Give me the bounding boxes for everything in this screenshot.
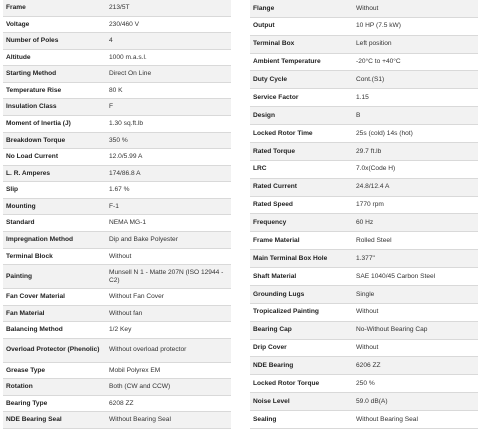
spec-label: NDE Bearing Seal — [3, 412, 106, 429]
spec-label: Rated Torque — [250, 142, 353, 160]
spec-label: Noise Level — [250, 393, 353, 411]
spec-label: Tropicalized Painting — [250, 303, 353, 321]
spec-label: Ambient Temperature — [250, 53, 353, 71]
spec-label: Main Terminal Box Hole — [250, 250, 353, 268]
spec-value: 7.0x(Code H) — [353, 160, 478, 178]
spec-value: 4 — [106, 33, 231, 50]
spec-value: 230/460 V — [106, 16, 231, 33]
spec-label: Impregnation Method — [3, 232, 106, 249]
spec-row — [3, 149, 231, 166]
spec-value: Cont.(S1) — [353, 71, 478, 89]
spec-value: 60 Hz — [353, 214, 478, 232]
spec-label: Service Factor — [250, 89, 353, 107]
spec-row — [250, 17, 478, 35]
spec-value: Dip and Bake Polyester — [106, 232, 231, 249]
spec-value: 1.377" — [353, 250, 478, 268]
spec-label: Rated Current — [250, 178, 353, 196]
spec-row — [3, 362, 231, 379]
spec-row — [3, 265, 231, 289]
spec-label: L. R. Amperes — [3, 165, 106, 182]
spec-row — [3, 49, 231, 66]
spec-label: Shaft Material — [250, 268, 353, 286]
spec-row — [250, 178, 478, 196]
spec-value: 1770 rpm — [353, 196, 478, 214]
spec-value: 25s (cold) 14s (hot) — [353, 125, 478, 143]
spec-value: Both (CW and CCW) — [106, 379, 231, 396]
spec-row — [250, 321, 478, 339]
spec-value: Without — [106, 248, 231, 265]
spec-value: Without fan — [106, 305, 231, 322]
spec-row — [250, 214, 478, 232]
spec-label: Output — [250, 17, 353, 35]
spec-row — [3, 198, 231, 215]
spec-label: Frame Material — [250, 232, 353, 250]
spec-row — [250, 53, 478, 71]
spec-value: 250 % — [353, 375, 478, 393]
spec-row — [250, 339, 478, 357]
spec-label: Moment of Inertia (J) — [3, 116, 106, 133]
spec-label: Locked Rotor Torque — [250, 375, 353, 393]
spec-row — [3, 232, 231, 249]
spec-value: Without — [353, 339, 478, 357]
spec-value: 12.0/5.99 A — [106, 149, 231, 166]
spec-value: Mobil Polyrex EM — [106, 362, 231, 379]
spec-value: 1.67 % — [106, 182, 231, 199]
spec-label: Grease Type — [3, 362, 106, 379]
spec-row — [3, 116, 231, 133]
spec-value: 24.8/12.4 A — [353, 178, 478, 196]
spec-row — [250, 160, 478, 178]
spec-value: 1.15 — [353, 89, 478, 107]
spec-value: Single — [353, 285, 478, 303]
spec-row — [3, 33, 231, 50]
spec-label: Breakdown Torque — [3, 132, 106, 149]
spec-row — [3, 412, 231, 429]
spec-label: Balancing Method — [3, 322, 106, 339]
spec-value: 1000 m.a.s.l. — [106, 49, 231, 66]
spec-label: Overload Protector (Phenolic) — [3, 338, 106, 362]
spec-value: B — [353, 107, 478, 125]
spec-value: Left position — [353, 35, 478, 53]
spec-value: 1/2 Key — [106, 322, 231, 339]
spec-row — [250, 268, 478, 286]
spec-value: Without overload protector — [106, 338, 231, 362]
spec-label: Mounting — [3, 198, 106, 215]
spec-value: 10 HP (7.5 kW) — [353, 17, 478, 35]
spec-value: 29.7 ft.lb — [353, 142, 478, 160]
spec-value: Without Bearing Seal — [106, 412, 231, 429]
spec-value: Without Fan Cover — [106, 289, 231, 306]
spec-row — [3, 289, 231, 306]
spec-row — [3, 182, 231, 199]
spec-row — [250, 125, 478, 143]
spec-label: Locked Rotor Time — [250, 125, 353, 143]
spec-row — [250, 89, 478, 107]
spec-label: Terminal Block — [3, 248, 106, 265]
spec-value: 174/86.8 A — [106, 165, 231, 182]
spec-row — [3, 305, 231, 322]
spec-row — [250, 35, 478, 53]
spec-label: Insulation Class — [3, 99, 106, 116]
spec-value: Munsell N 1 - Matte 207N (ISO 12944 - C2) — [106, 265, 231, 289]
spec-label: Altitude — [3, 49, 106, 66]
spec-label: Fan Material — [3, 305, 106, 322]
spec-row — [250, 71, 478, 89]
spec-value: 1.30 sq.ft.lb — [106, 116, 231, 133]
spec-label: Starting Method — [3, 66, 106, 83]
spec-label: Frequency — [250, 214, 353, 232]
spec-label: Painting — [3, 265, 106, 289]
spec-row — [250, 393, 478, 411]
spec-row — [3, 132, 231, 149]
spec-row — [250, 285, 478, 303]
spec-row — [3, 165, 231, 182]
spec-label: Rotation — [3, 379, 106, 396]
spec-label: Standard — [3, 215, 106, 232]
spec-value: Direct On Line — [106, 66, 231, 83]
spec-label: Frame — [3, 0, 106, 16]
spec-value: Without — [353, 0, 478, 17]
spec-value: No-Without Bearing Cap — [353, 321, 478, 339]
spec-label: Design — [250, 107, 353, 125]
spec-value: -20°C to +40°C — [353, 53, 478, 71]
spec-row — [3, 99, 231, 116]
spec-row — [250, 0, 478, 17]
spec-row — [3, 16, 231, 33]
spec-label: No Load Current — [3, 149, 106, 166]
spec-row — [3, 215, 231, 232]
spec-label: Voltage — [3, 16, 106, 33]
spec-row — [3, 82, 231, 99]
spec-table-right — [250, 0, 478, 429]
spec-label: Bearing Type — [3, 395, 106, 412]
spec-table-left — [3, 0, 231, 429]
spec-row — [250, 303, 478, 321]
spec-label: Fan Cover Material — [3, 289, 106, 306]
spec-value: Without Bearing Seal — [353, 411, 478, 429]
spec-row — [3, 395, 231, 412]
spec-label: Temperature Rise — [3, 82, 106, 99]
spec-label: Drip Cover — [250, 339, 353, 357]
spec-label: Flange — [250, 0, 353, 17]
spec-value: 6206 ZZ — [353, 357, 478, 375]
spec-label: NDE Bearing — [250, 357, 353, 375]
spec-row — [250, 250, 478, 268]
spec-value: 80 K — [106, 82, 231, 99]
spec-row — [250, 142, 478, 160]
spec-value: NEMA MG-1 — [106, 215, 231, 232]
spec-label: Rated Speed — [250, 196, 353, 214]
spec-value: F — [106, 99, 231, 116]
spec-label: Sealing — [250, 411, 353, 429]
spec-row — [250, 357, 478, 375]
spec-label: Bearing Cap — [250, 321, 353, 339]
spec-row — [3, 379, 231, 396]
spec-row — [3, 322, 231, 339]
spec-row — [3, 0, 231, 16]
spec-label: Number of Poles — [3, 33, 106, 50]
spec-value: 59.0 dB(A) — [353, 393, 478, 411]
spec-row — [3, 338, 231, 362]
spec-row — [250, 196, 478, 214]
spec-value: Without — [353, 303, 478, 321]
spec-row — [3, 66, 231, 83]
spec-row — [3, 248, 231, 265]
spec-label: Terminal Box — [250, 35, 353, 53]
spec-row — [250, 232, 478, 250]
spec-row — [250, 375, 478, 393]
spec-value: F-1 — [106, 198, 231, 215]
spec-label: LRC — [250, 160, 353, 178]
spec-value: SAE 1040/45 Carbon Steel — [353, 268, 478, 286]
spec-value: 213/5T — [106, 0, 231, 16]
spec-label: Grounding Lugs — [250, 285, 353, 303]
spec-value: 350 % — [106, 132, 231, 149]
spec-label: Slip — [3, 182, 106, 199]
spec-row — [250, 107, 478, 125]
spec-value: 6208 ZZ — [106, 395, 231, 412]
spec-row — [250, 411, 478, 429]
spec-label: Duty Cycle — [250, 71, 353, 89]
spec-value: Rolled Steel — [353, 232, 478, 250]
